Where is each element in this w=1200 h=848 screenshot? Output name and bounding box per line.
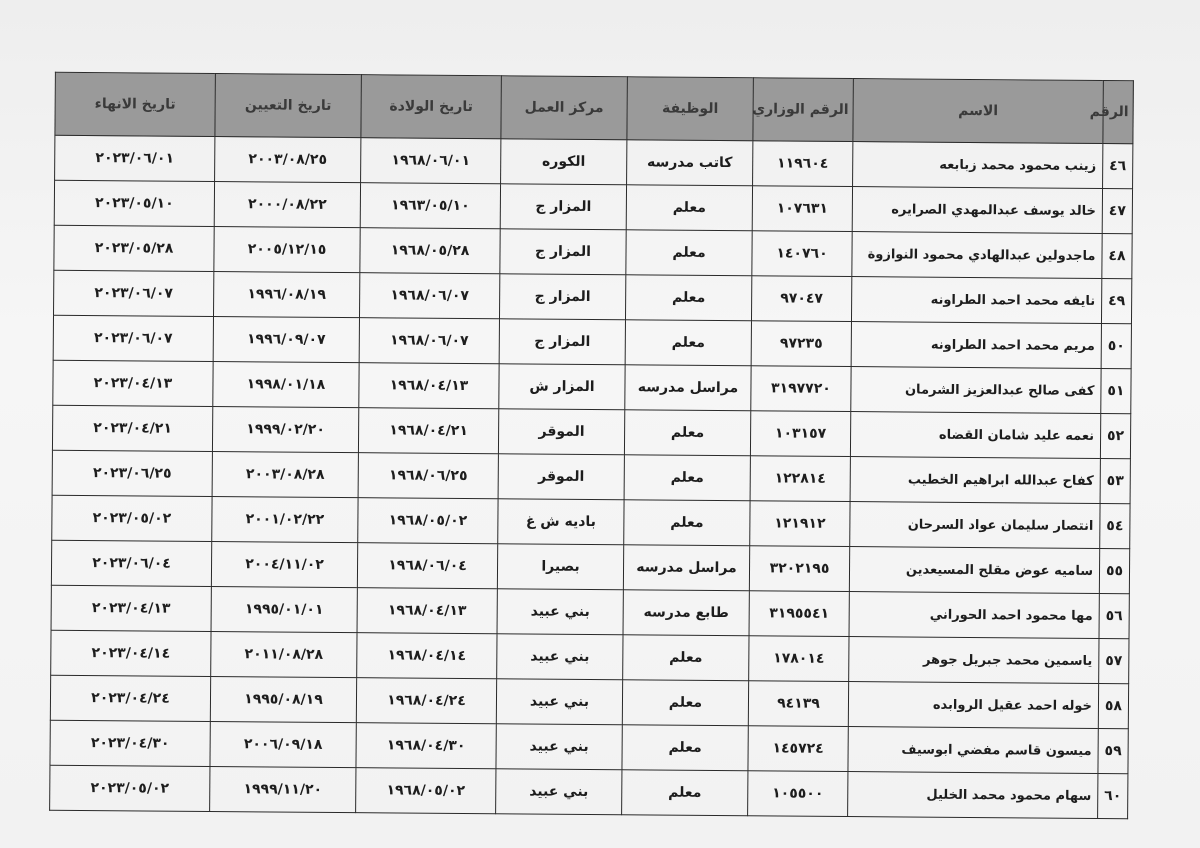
cell-birth-date: ١٩٦٨/٠٥/٠٢ (358, 498, 498, 544)
cell-name: مها محمود احمد الحوراني (849, 592, 1099, 639)
cell-end-date: ٢٠٢٣/٠٦/٢٥ (52, 450, 212, 496)
cell-national-id: ١٤٥٧٢٤ (748, 726, 848, 772)
cell-center: بصيرا (497, 544, 623, 590)
cell-appointment-date: ١٩٩٦/٠٨/١٩ (214, 272, 360, 318)
cell-name: سهام محمود محمد الخليل (848, 772, 1098, 819)
cell-job: معلم (624, 410, 750, 456)
cell-center: بني عبيد (496, 724, 622, 770)
cell-national-id: ٣١٩٥٥٤١ (749, 591, 849, 637)
cell-national-id: ١٠٥٥٠٠ (748, 771, 848, 817)
cell-index: ٥٣ (1100, 458, 1130, 503)
cell-national-id: ١٠٧٦٣١ (752, 186, 852, 232)
cell-index: ٥١ (1101, 369, 1131, 414)
cell-name: ساميه عوض مقلح المسيعدين (849, 547, 1099, 594)
header-appointment-date: تاريخ التعيين (215, 74, 361, 138)
cell-index: ٦٠ (1098, 773, 1128, 818)
cell-index: ٥٥ (1099, 548, 1129, 593)
cell-appointment-date: ١٩٩٦/٠٩/٠٧ (213, 317, 359, 363)
cell-job: معلم (622, 725, 748, 771)
cell-name: نايفه محمد احمد الطراونه (851, 277, 1101, 324)
header-name: الاسم (853, 79, 1103, 144)
cell-job: معلم (622, 680, 748, 726)
cell-job: مراسل مدرسه (625, 365, 751, 411)
cell-name: مريم محمد احمد الطراونه (851, 322, 1101, 369)
cell-name: نعمه عليد شامان القضاه (850, 412, 1100, 459)
cell-birth-date: ١٩٦٨/٠٥/٢٨ (360, 228, 500, 274)
cell-appointment-date: ٢٠٠٠/٠٨/٢٢ (214, 182, 360, 228)
cell-center: المزار ج (500, 229, 626, 275)
cell-appointment-date: ١٩٩٨/٠١/١٨ (213, 362, 359, 408)
cell-birth-date: ١٩٦٨/٠٦/٠٧ (359, 273, 499, 319)
cell-name: ماجدولين عبدالهادي محمود النوازوة (852, 232, 1102, 279)
cell-job: معلم (624, 455, 750, 501)
cell-job: معلم (625, 275, 751, 321)
cell-name: كفى صالح عبدالعزيز الشرمان (851, 367, 1101, 414)
cell-name: كفاح عبدالله ابراهيم الخطيب (850, 457, 1100, 504)
cell-birth-date: ١٩٦٨/٠٤/٢٤ (356, 678, 496, 724)
cell-national-id: ١٠٣١٥٧ (750, 411, 850, 457)
cell-appointment-date: ٢٠٠٣/٠٨/٢٥ (215, 137, 361, 183)
cell-appointment-date: ٢٠٠١/٠٢/٢٢ (212, 497, 358, 543)
cell-center: المزار ش (499, 364, 625, 410)
cell-end-date: ٢٠٢٣/٠٦/٠٧ (54, 270, 214, 316)
cell-index: ٥٨ (1098, 683, 1128, 728)
cell-birth-date: ١٩٦٣/٠٥/١٠ (360, 183, 500, 229)
cell-birth-date: ١٩٦٨/٠٤/٣٠ (356, 723, 496, 769)
cell-end-date: ٢٠٢٣/٠٦/٠١ (55, 135, 215, 181)
cell-end-date: ٢٠٢٣/٠٦/٠٧ (53, 315, 213, 361)
cell-name: انتصار سليمان عواد السرحان (850, 502, 1100, 549)
cell-index: ٤٩ (1101, 279, 1131, 324)
cell-national-id: ١٧٨٠١٤ (749, 636, 849, 682)
cell-birth-date: ١٩٦٨/٠٤/٢١ (358, 408, 498, 454)
cell-job: معلم (626, 185, 752, 231)
cell-end-date: ٢٠٢٣/٠٤/١٤ (51, 630, 211, 676)
cell-job: معلم (624, 500, 750, 546)
cell-birth-date: ١٩٦٨/٠٥/٠٢ (356, 768, 496, 814)
cell-job: كاتب مدرسه (627, 140, 753, 186)
cell-birth-date: ١٩٦٨/٠٦/٠١ (361, 138, 501, 184)
table-body (50, 135, 1133, 818)
cell-index: ٥٦ (1099, 593, 1129, 638)
cell-national-id: ١٢١٩١٢ (750, 501, 850, 547)
cell-appointment-date: ٢٠٠٤/١١/٠٢ (211, 542, 357, 588)
retirement-table (49, 72, 1134, 819)
cell-center: الكوره (501, 139, 627, 185)
cell-end-date: ٢٠٢٣/٠٥/٠٢ (50, 765, 210, 811)
cell-name: ميسون قاسم مفضي ابوسيف (848, 727, 1098, 774)
cell-center: باديه ش غ (498, 499, 624, 545)
cell-name: خالد يوسف عبدالمهدي الصرايره (852, 187, 1102, 234)
cell-index: ٥٤ (1100, 503, 1130, 548)
cell-birth-date: ١٩٦٨/٠٤/١٤ (357, 633, 497, 679)
cell-birth-date: ١٩٦٨/٠٦/٠٧ (359, 318, 499, 364)
cell-appointment-date: ٢٠٠٣/٠٨/٢٨ (212, 452, 358, 498)
cell-national-id: ٩٧٠٤٧ (751, 276, 851, 322)
cell-birth-date: ١٩٦٨/٠٤/١٣ (359, 363, 499, 409)
cell-name: ياسمين محمد جبريل جوهر (849, 637, 1099, 684)
cell-national-id: ٣١٩٧٧٢٠ (751, 366, 851, 412)
cell-index: ٥٧ (1099, 638, 1129, 683)
cell-index: ٤٧ (1102, 189, 1132, 234)
cell-appointment-date: ١٩٩٩/٠٢/٢٠ (212, 407, 358, 453)
cell-center: الموقر (498, 409, 624, 455)
header-job: الوظيفة (627, 77, 753, 141)
cell-name: خوله احمد عقيل الروابده (848, 682, 1098, 729)
cell-center: بني عبيد (497, 589, 623, 635)
cell-job: معلم (622, 770, 748, 816)
cell-end-date: ٢٠٢٣/٠٤/٢٤ (50, 675, 210, 721)
cell-end-date: ٢٠٢٣/٠٥/٢٨ (54, 225, 214, 271)
cell-national-id: ١٤٠٧٦٠ (752, 231, 852, 277)
cell-center: المزار ج (499, 274, 625, 320)
cell-center: الموقر (498, 454, 624, 500)
cell-national-id: ١٢٢٨١٤ (750, 456, 850, 502)
cell-center: بني عبيد (497, 634, 623, 680)
cell-index: ٤٨ (1102, 234, 1132, 279)
cell-appointment-date: ٢٠٠٦/٠٩/١٨ (210, 722, 356, 768)
header-index: الرقم (1103, 81, 1133, 144)
cell-job: معلم (626, 230, 752, 276)
cell-name: زينب محمود محمد زبابعه (853, 142, 1103, 189)
cell-index: ٥٠ (1101, 324, 1131, 369)
cell-appointment-date: ١٩٩٥/٠١/٠١ (211, 587, 357, 633)
cell-end-date: ٢٠٢٣/٠٥/١٠ (54, 180, 214, 226)
cell-birth-date: ١٩٦٨/٠٤/١٣ (357, 588, 497, 634)
cell-job: مراسل مدرسه (623, 545, 749, 591)
cell-end-date: ٢٠٢٣/٠٦/٠٤ (51, 540, 211, 586)
cell-center: بني عبيد (496, 679, 622, 725)
cell-index: ٤٦ (1103, 144, 1133, 189)
cell-appointment-date: ٢٠١١/٠٨/٢٨ (211, 632, 357, 678)
cell-center: المزار ج (499, 319, 625, 365)
header-birth-date: تاريخ الولادة (361, 75, 501, 139)
cell-end-date: ٢٠٢٣/٠٥/٠٢ (52, 495, 212, 541)
cell-birth-date: ١٩٦٨/٠٦/٢٥ (358, 453, 498, 499)
cell-index: ٥٢ (1100, 413, 1130, 458)
header-center: مركز العمل (501, 76, 627, 140)
cell-national-id: ٣٢٠٢١٩٥ (749, 546, 849, 592)
cell-birth-date: ١٩٦٨/٠٦/٠٤ (357, 543, 497, 589)
table-row (50, 765, 1128, 818)
cell-national-id: ٩٤١٣٩ (748, 681, 848, 727)
table-header (55, 72, 1133, 143)
cell-index: ٥٩ (1098, 728, 1128, 773)
cell-job: معلم (625, 320, 751, 366)
header-end-date: تاريخ الانهاء (55, 72, 215, 136)
cell-appointment-date: ١٩٩٥/٠٨/١٩ (210, 677, 356, 723)
cell-national-id: ١١٩٦٠٤ (753, 141, 853, 187)
cell-job: معلم (623, 635, 749, 681)
cell-end-date: ٢٠٢٣/٠٤/١٣ (51, 585, 211, 631)
cell-end-date: ٢٠٢٣/٠٤/٢١ (52, 405, 212, 451)
cell-appointment-date: ٢٠٠٥/١٢/١٥ (214, 227, 360, 273)
cell-end-date: ٢٠٢٣/٠٤/٣٠ (50, 720, 210, 766)
cell-national-id: ٩٧٢٣٥ (751, 321, 851, 367)
cell-center: المزار ج (500, 184, 626, 230)
cell-appointment-date: ١٩٩٩/١١/٢٠ (210, 767, 356, 813)
header-national-id: الرقم الوزاري (753, 78, 853, 142)
cell-job: طابع مدرسه (623, 590, 749, 636)
cell-end-date: ٢٠٢٣/٠٤/١٣ (53, 360, 213, 406)
cell-center: بني عبيد (496, 769, 622, 815)
